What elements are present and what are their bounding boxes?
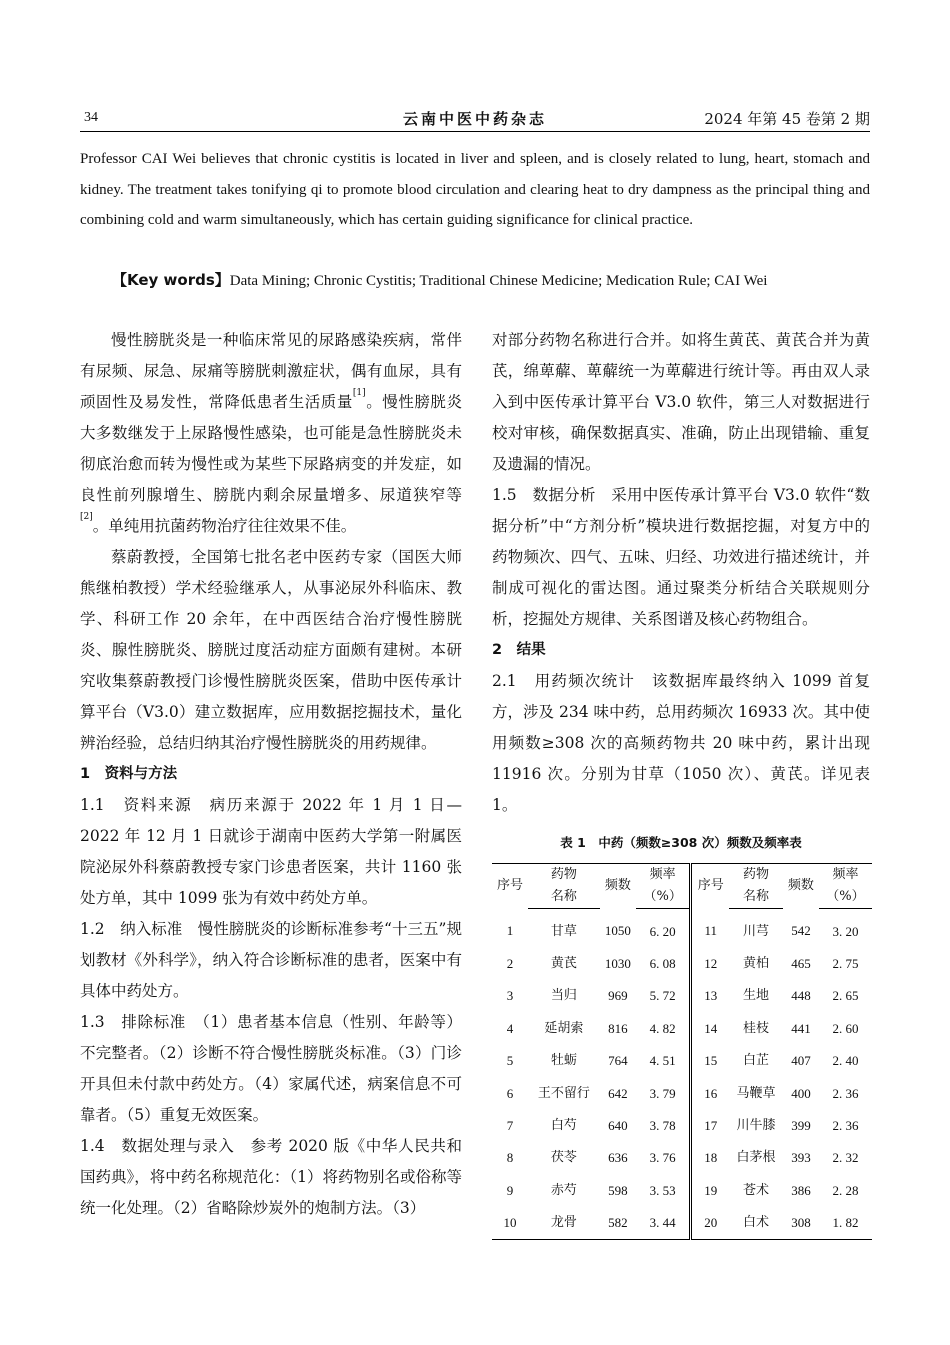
section-heading-2: 2 结果: [492, 642, 546, 658]
row-freq: 642: [608, 1085, 628, 1101]
table-row: [492, 1142, 872, 1174]
header-seq: 序号: [492, 864, 528, 909]
citation-2[interactable]: [2]: [80, 512, 93, 522]
row-seq: 1: [506, 923, 514, 939]
row-freq: 640: [608, 1118, 628, 1134]
row-seq: 5: [506, 1053, 514, 1069]
table-row: [492, 1109, 872, 1141]
keywords-text: Data Mining; Chronic Cystitis; Traditional Chinese Medicine; Medication Rule; CAI Wei: [229, 273, 768, 289]
row-seq: 2: [506, 956, 514, 972]
row-drug-name: 黄芪: [550, 956, 577, 972]
right-column: [492, 325, 870, 1240]
intro-text-b: 。慢性膀胱炎大多数继发于上尿路慢性感染，也可能是急性膀胱炎未彻底治愈而转为慢性或为某些下尿路病变的并发症，如良性前列腺增生、膀胱内剩余尿量增多、尿道狭窄等: [80, 393, 462, 504]
row-drug-name: 川牛膝: [736, 1118, 776, 1134]
row-seq: 13: [691, 980, 729, 1012]
row-freq: 636: [608, 1150, 628, 1166]
header-drug-2: 名称: [528, 886, 600, 909]
row-freq: 1050: [604, 923, 631, 939]
row-freq: 441: [791, 1020, 811, 1036]
row-seq: 18: [691, 1142, 729, 1174]
table-body: [492, 909, 872, 1240]
header-drug-1b: 药物: [729, 864, 783, 887]
row-seq: 19: [691, 1174, 729, 1206]
keywords: [112, 265, 870, 296]
row-rate: 6. 08: [649, 956, 676, 972]
row-seq: 12: [691, 947, 729, 979]
running-header: [80, 108, 870, 132]
row-freq: 969: [608, 988, 628, 1004]
page-number: 34: [84, 110, 98, 125]
intro-text-c: 。单纯用抗菌药物治疗往往效果不佳。: [92, 517, 357, 535]
row-seq: 10: [492, 1207, 528, 1240]
row-rate: 2. 75: [832, 956, 859, 972]
table-row: [492, 1077, 872, 1109]
row-rate: 2. 36: [832, 1085, 859, 1101]
row-drug-name: 生地: [742, 988, 769, 1004]
row-rate: 6. 20: [649, 923, 676, 939]
section-1-4: 1.4 数据处理与录入 参考 2020 版《中华人民共和国药典》，将中药名称规范化：（1）将药物别名或俗称等统一化处理。（2）省略除炒炭外的炮制方法。（3）: [80, 1137, 462, 1217]
section-2-1: 2.1 用药频次统计 该数据库最终纳入 1099 首复方，涉及 234 味中药，总用药频次 16933 次。其中使用频数≥308 次的高频药物共 20 味中药，累计出现 11916 次。分别为甘草（1050 次）、黄芪。详见表 1。: [492, 672, 870, 814]
row-drug-name: 川芎: [742, 923, 769, 939]
header-freq: 频数: [600, 864, 636, 909]
row-freq: 1030: [604, 956, 631, 972]
keywords-label: 【Key words】: [112, 271, 230, 289]
table-row: [492, 980, 872, 1012]
row-seq: 14: [691, 1012, 729, 1044]
row-rate: 4. 82: [649, 1020, 676, 1036]
row-freq: 764: [608, 1053, 628, 1069]
header-drug-1: 药物: [528, 864, 600, 887]
row-freq: 386: [791, 1182, 811, 1198]
issue-info: 2024 年第 45 卷第 2 期: [704, 110, 870, 128]
section-1-4-continued: 对部分药物名称进行合并。如将生黄芪、黄芪合并为黄芪，绵萆薢、萆薢统一为萆薢进行统计等。再由双人录入到中医传承计算平台 V3.0 软件，第三人对数据进行校对审核，确保数据真实、准确，防止出现错输、重复及遗漏的情况。: [492, 331, 870, 473]
table-caption: 表 1 中药（频数≥308 次）频数及频率表: [560, 835, 802, 850]
english-abstract: [80, 144, 870, 236]
row-freq: 400: [791, 1085, 811, 1101]
intro-text-a: 慢性膀胱炎是一种临床常见的尿路感染疾病，常伴有尿频、尿急、尿痛等膀胱刺激症状，偶有血尿，具有顽固性及易发性，常降低患者生活质量: [80, 331, 462, 411]
row-rate: 3. 76: [649, 1150, 676, 1166]
table-row: [492, 1174, 872, 1206]
row-freq: 399: [791, 1118, 811, 1134]
row-drug-name: 黄柏: [742, 956, 769, 972]
section-1-1: 1.1 资料来源 病历来源于 2022 年 1 月 1 日—2022 年 12 月 1 日就诊于湖南中医药大学第一附属医院泌尿外科蔡蔚教授专家门诊患者医案，共计 1160 张处方单，其中 1099 张为有效中药处方单。: [80, 796, 462, 907]
row-seq: 16: [691, 1077, 729, 1109]
citation-1[interactable]: [1]: [352, 388, 366, 398]
frequency-table: [492, 863, 872, 1240]
row-seq: 4: [506, 1020, 514, 1036]
row-rate: 1. 82: [819, 1207, 872, 1240]
row-freq: 598: [608, 1182, 628, 1198]
row-rate: 3. 20: [832, 923, 859, 939]
row-drug-name: 白芍: [550, 1118, 577, 1134]
section-heading-1: 1 资料与方法: [80, 766, 178, 782]
row-seq: 7: [506, 1118, 514, 1134]
row-drug-name: 苍术: [742, 1182, 769, 1198]
header-rate-1: 频率: [636, 864, 691, 887]
row-drug-name: 茯苓: [550, 1150, 577, 1166]
header-seq-2: 序号: [691, 864, 729, 909]
abstract-text: Professor CAI Wei believes that chronic cystitis is located in liver and spleen, and is closely related to lung, heart, stomach and kidney. The treatment takes tonifying qi to promote blood circulation and clearing heat to dry dampness as the principal thing and combining cold and warm simultaneously, which has certain guiding significance for clinical practice.: [80, 151, 870, 228]
row-seq: 3: [506, 988, 514, 1004]
row-rate: 2. 65: [832, 988, 859, 1004]
row-drug-name: 甘草: [550, 923, 577, 939]
row-rate: 2. 40: [832, 1053, 859, 1069]
row-freq: 542: [791, 923, 811, 939]
section-1-3: 1.3 排除标准 （1）患者基本信息（性别、年龄等）不完整者。（2）诊断不符合慢性膀胱炎标准。（3）门诊开具但未付款中药处方。（4）家属代述，病案信息不可靠者。（5）重复无效医案。: [80, 1013, 462, 1124]
row-drug-name: 延胡索: [544, 1020, 584, 1036]
row-drug-name: 白茅根: [736, 1150, 776, 1166]
row-rate: 2. 60: [832, 1020, 859, 1036]
table-row: [492, 1207, 872, 1240]
row-rate: 3. 44: [636, 1207, 691, 1240]
row-rate: 3. 78: [649, 1118, 676, 1134]
row-rate: 5. 72: [649, 988, 676, 1004]
row-seq: 6: [506, 1085, 514, 1101]
row-freq: 407: [791, 1053, 811, 1069]
row-seq: 9: [506, 1182, 514, 1198]
row-drug-name: 当归: [550, 988, 577, 1004]
header-rule: [80, 131, 870, 132]
row-rate: 2. 36: [832, 1118, 859, 1134]
table-row: [492, 947, 872, 979]
row-seq: 17: [691, 1109, 729, 1141]
row-rate: 2. 28: [832, 1182, 859, 1198]
row-seq: 15: [691, 1045, 729, 1077]
row-seq: 8: [506, 1150, 514, 1166]
row-freq: 308: [783, 1207, 819, 1240]
header-drug-2b: 名称: [729, 886, 783, 909]
table-row: [492, 909, 872, 948]
row-drug-name: 龙骨: [528, 1207, 600, 1240]
row-freq: 448: [791, 988, 811, 1004]
section-1-5: 1.5 数据分析 采用中医传承计算平台 V3.0 软件“数据分析”中“方剂分析”模块进行数据挖掘，对复方中的药物频次、四气、五味、归经、功效进行描述统计，并制成可视化的雷达图。通过聚类分析结合关联规则分析，挖掘处方规律、关系图谱及核心药物组合。: [492, 486, 870, 628]
row-freq: 465: [791, 956, 811, 972]
row-freq: 816: [608, 1020, 628, 1036]
row-drug-name: 白芷: [742, 1053, 769, 1069]
row-drug-name: 赤芍: [550, 1182, 577, 1198]
table-row: [492, 1045, 872, 1077]
row-rate: 2. 32: [832, 1150, 859, 1166]
row-seq: 20: [691, 1207, 729, 1240]
header-freq-2: 频数: [783, 864, 819, 909]
left-column: [80, 325, 462, 1224]
journal-title: 云南中医中药杂志: [402, 110, 547, 128]
row-freq: 393: [791, 1150, 811, 1166]
row-freq: 582: [600, 1207, 636, 1240]
row-drug-name: 牡蛎: [550, 1053, 577, 1069]
section-1-2: 1.2 纳入标准 慢性膀胱炎的诊断标准参考“十三五”规划教材《外科学》，纳入符合诊断标准的患者，医案中有具体中药处方。: [80, 920, 462, 1000]
intro-paragraph-1: [80, 325, 462, 542]
intro-paragraph-2: 蔡蔚教授，全国第七批名老中医药专家（国医大师熊继柏教授）学术经验继承人，从事泌尿外科临床、教学、科研工作 20 余年，在中西医结合治疗慢性膀胱炎、腺性膀胱炎、膀胱过度活动症方面颇有建树。本研究收集蔡蔚教授门诊慢性膀胱炎医案，借助中医传承计算平台（V3.0）建立数据库，应用数据挖掘技术，量化辨治经验，总结归纳其治疗慢性膀胱炎的用药规律。: [80, 548, 462, 752]
row-rate: 4. 51: [649, 1053, 676, 1069]
header-rate-2b: （%）: [819, 886, 872, 909]
table-header-row: [492, 864, 872, 887]
row-drug-name: 白术: [729, 1207, 783, 1240]
row-drug-name: 桂枝: [742, 1020, 769, 1036]
row-drug-name: 马鞭草: [736, 1085, 776, 1101]
table-row: [492, 1012, 872, 1044]
row-rate: 3. 53: [649, 1182, 676, 1198]
header-rate-2: （%）: [636, 886, 691, 909]
row-drug-name: 王不留行: [537, 1085, 590, 1101]
row-rate: 3. 79: [649, 1085, 676, 1101]
header-rate-1b: 频率: [819, 864, 872, 887]
row-seq: 11: [691, 909, 729, 948]
